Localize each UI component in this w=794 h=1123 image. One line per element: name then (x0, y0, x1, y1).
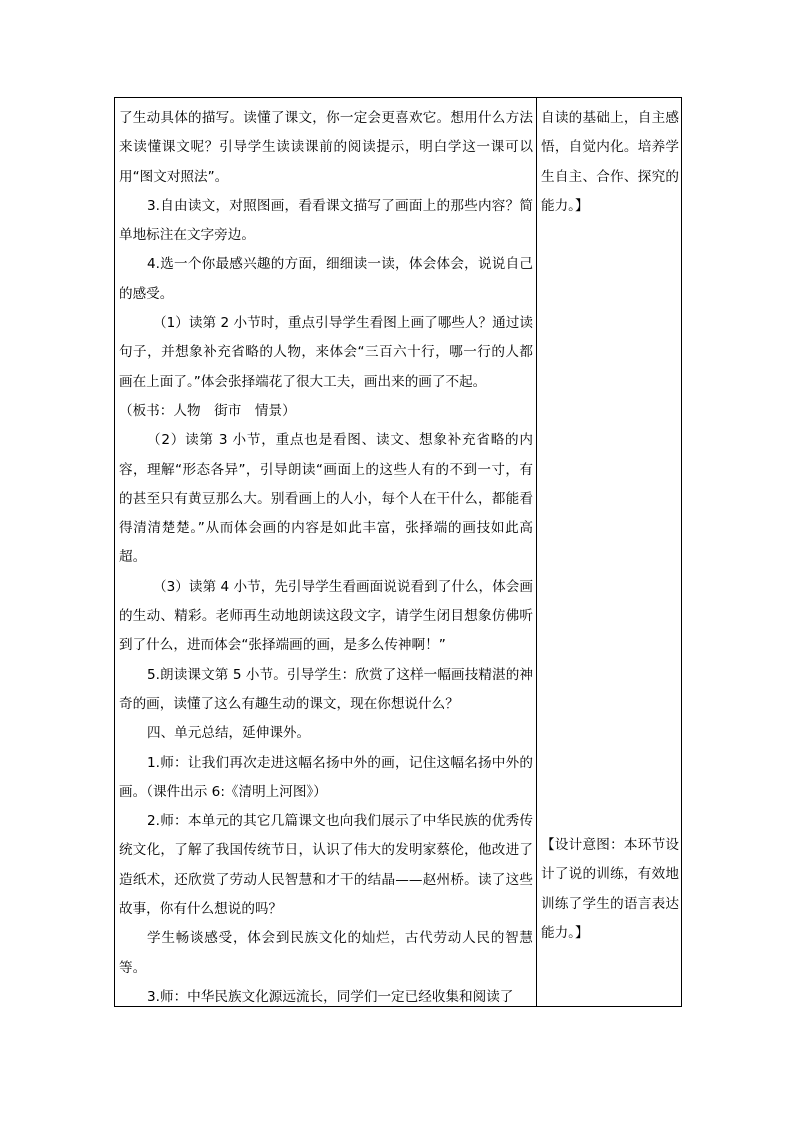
lesson-plan-table (114, 97, 682, 1007)
paragraph-4: （1）读第 2 小节时，重点引导学生看图上画了哪些人？通过读句子，并想象补充省略的人物，来体会“三百六十行，哪一行的人都画在上面了。”体会张择端花了很大工夫，画出来的画了不起。 (119, 315, 533, 390)
paragraph-10: 1.师：让我们再次走进这幅名扬中外的画，记住这幅名扬中外的画。（课件出示 6:《清明上河图》） (119, 754, 533, 800)
paragraph-7: （3）读第 4 小节，先引导学生看画面说说看到了什么，体会画的生动、精彩。老师再生动地朗读这段文字，请学生闭目想象仿佛听到了什么，进而体会“张择端画的画，是多么传神啊！” (119, 578, 533, 654)
board-note: （板书：人物 街市 情景） (119, 402, 296, 419)
paragraph-1: 了生动具体的描写。读懂了课文，你一定会更喜欢它。想用什么方法来读懂课文呢？引导学生读读课前的阅读提示，明白学这一课可以用“图文对照法”。 (119, 110, 533, 185)
teaching-process-column (119, 104, 533, 1012)
paragraph-11: 2.师：本单元的其它几篇课文也向我们展示了中华民族的优秀传统文化，了解了我国传统节日，认识了伟大的发明家蔡伦，他改进了造纸术，还欣赏了劳动人民智慧和才干的结晶——赵州桥。读了这些故事，你有什么想说的吗？ (119, 813, 533, 918)
design-intent-column (541, 104, 679, 221)
paragraph-6: （2）读第 3 小节，重点也是看图、读文、想象补充省略的内容，理解“形态各异”，引导朗读“画面上的这些人有的不到一寸，有的甚至只有黄豆那么大。别看画上的人小，每个人在干什么，都能看得清清楚楚。”从而体会画的内容是如此丰富，张择端的画技如此高超。 (119, 432, 533, 566)
paragraph-12: 学生畅谈感受，体会到民族文化的灿烂，古代劳动人民的智慧等。 (119, 930, 533, 976)
paragraph-8: 5.朗读课文第 5 小节。引导学生：欣赏了这样一幅画技精湛的神奇的画，读懂了这么有趣生动的课文，现在你想说什么？ (119, 666, 533, 712)
design-note-2: 【设计意图：本环节设计了说的训练，有效地训练了学生的语言表达能力。】 (541, 837, 679, 941)
paragraph-2: 3.自由读文，对照图画，看看课文描写了画面上的那些内容？简单地标注在文字旁边。 (119, 197, 533, 244)
design-note-1: 自读的基础上，自主感悟，自觉内化。培养学生自主、合作、探究的能力。】 (541, 110, 679, 214)
section-heading: 四、单元总结，延伸课外。 (147, 725, 311, 742)
design-note-2-container (541, 831, 679, 948)
paragraph-3: 4.选一个你最感兴趣的方面，细细读一读，体会体会，说说自己的感受。 (119, 256, 533, 302)
paragraph-13: 3.师：中华民族文化源远流长，同学们一定已经收集和阅读了 (147, 988, 514, 1005)
column-divider (536, 98, 537, 1006)
